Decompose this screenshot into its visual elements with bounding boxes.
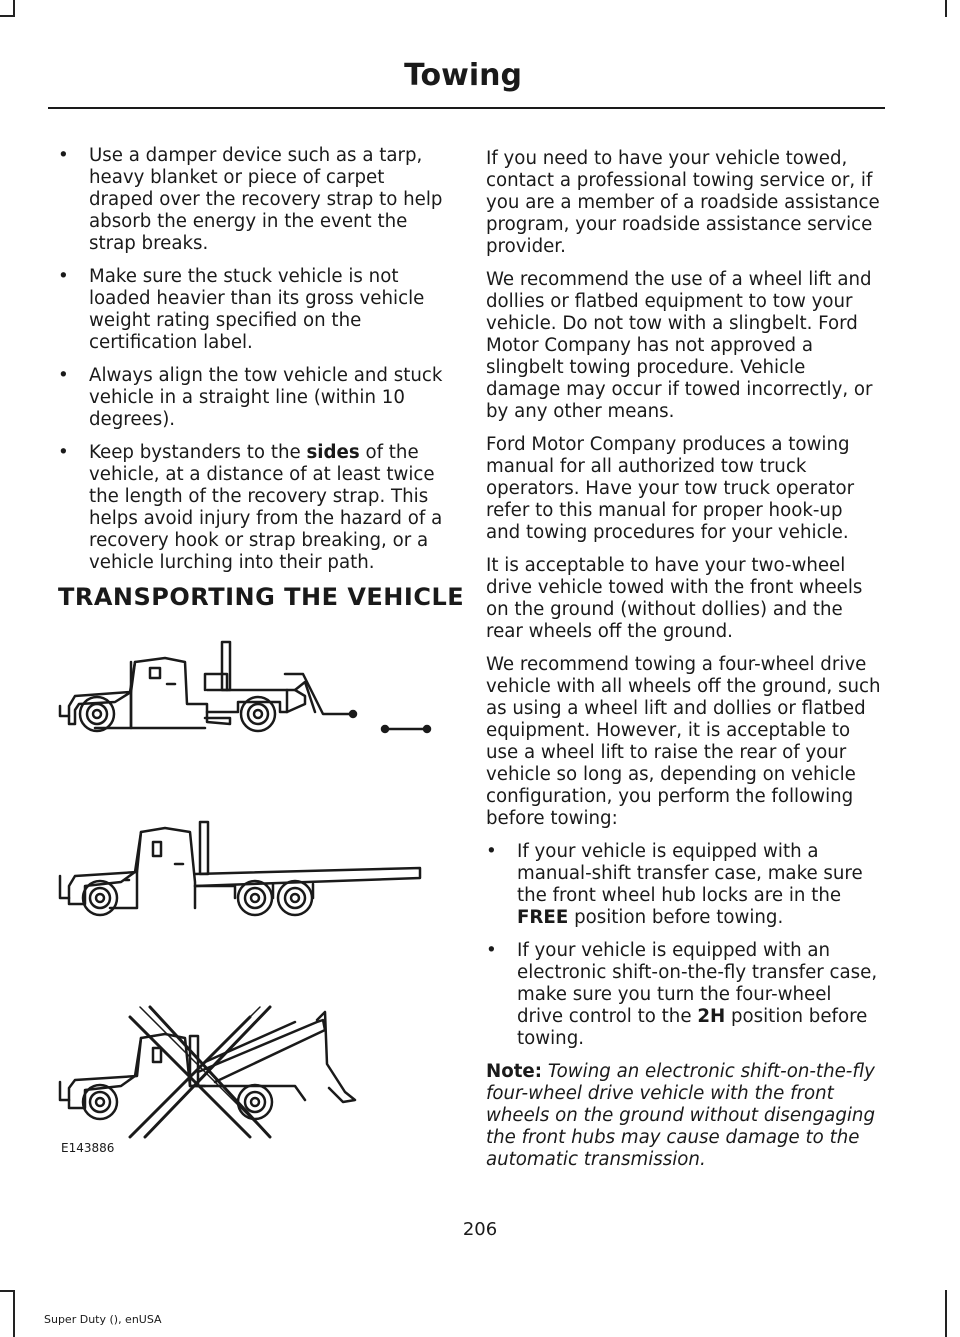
bullet-text: If your vehicle is equipped with an electronic shift-on-the-fly transfer case, make sure you turn the four-wheel drive control to the xyxy=(517,940,878,1027)
bullet-item xyxy=(58,365,448,431)
bullet-text: Keep bystanders to the xyxy=(89,442,307,463)
page-number: 206 xyxy=(462,1219,498,1240)
crop-mark xyxy=(0,15,15,17)
bullet-item xyxy=(58,145,448,255)
section-heading: TRANSPORTING THE VEHICLE xyxy=(58,583,465,611)
bullet-text: Always align the tow vehicle and stuck vehicle in a straight line (within 10 degrees). xyxy=(89,365,443,430)
bullet-bold-text: FREE xyxy=(517,907,569,928)
bullet-text: of the vehicle, at a distance of at least twice the length of the recovery strap. This helps avoid injury from the hazard of a recovery hook or strap breaking, or a vehicle lurching into their path. xyxy=(89,442,443,573)
bullet-item xyxy=(58,442,448,574)
paragraph: Ford Motor Company produces a towing manual for all authorized tow truck operators. Have your tow truck operator refer to this manual for proper hook-up and towing procedures for your vehicle. xyxy=(486,434,855,543)
header-rule xyxy=(48,107,885,109)
sling-truck-icon xyxy=(60,1012,355,1119)
bullet-item xyxy=(58,266,448,354)
bullet-text: If your vehicle is equipped with a manual-shift transfer case, make sure the front wheel hub locks are in the xyxy=(517,841,863,906)
note-text: Towing an electronic shift-on-the-fly four-wheel drive vehicle with the front wheels on the ground without disengaging the front hubs may cause damage to the automatic transmission. xyxy=(486,1061,875,1170)
crop-mark xyxy=(945,1290,947,1337)
flatbed-truck-icon xyxy=(60,822,420,915)
paragraph: We recommend the use of a wheel lift and dollies or flatbed equipment to tow your vehicle. Do not tow with a slingbelt. Ford Motor Company has not approved a slingbelt towing procedure. Vehicle damage may occur if towed incorrectly, or by any other means. xyxy=(486,269,873,422)
bullet-text: position before towing. xyxy=(568,907,784,928)
bullet-text: position before towing. xyxy=(517,1006,868,1049)
crop-mark xyxy=(945,0,947,17)
bullet-text: Use a damper device such as a tarp, heavy blanket or piece of carpet draped over the recovery strap to help absorb the energy in the event the strap breaks. xyxy=(89,145,443,254)
bullet-bold-text: sides xyxy=(306,442,360,463)
right-column xyxy=(486,148,882,1182)
crop-mark xyxy=(13,1290,15,1337)
note xyxy=(486,1061,882,1171)
left-column xyxy=(58,145,448,585)
bullet-item xyxy=(486,940,882,1050)
crop-mark xyxy=(0,1290,15,1292)
bullet-item xyxy=(486,841,882,929)
towing-illustration xyxy=(55,632,445,1157)
bullet-text: Make sure the stuck vehicle is not loaded heavier than its gross vehicle weight rating specified on the certification label. xyxy=(89,266,425,353)
figure-id: E143886 xyxy=(61,1141,115,1155)
note-label: Note: xyxy=(486,1061,543,1082)
footer-text: Super Duty (), enUSA xyxy=(44,1313,162,1326)
wheel-lift-truck-icon xyxy=(60,642,430,732)
page-title: Towing xyxy=(404,58,522,93)
paragraph: It is acceptable to have your two-wheel drive vehicle towed with the front wheels on the ground (without dollies) and the rear wheels off the ground. xyxy=(486,555,863,642)
paragraph: If you need to have your vehicle towed, contact a professional towing service or, if you are a member of a roadside assistance program, your roadside assistance service provider. xyxy=(486,148,880,257)
paragraph: We recommend towing a four-wheel drive vehicle with all wheels off the ground, such as using a wheel lift and dollies or flatbed equipment. However, it is acceptable to use a wheel lift to raise the rear of your vehicle so long as, depending on vehicle configuration, you perform the following before towing: xyxy=(486,654,881,829)
bullet-bold-text: 2H xyxy=(697,1006,726,1027)
